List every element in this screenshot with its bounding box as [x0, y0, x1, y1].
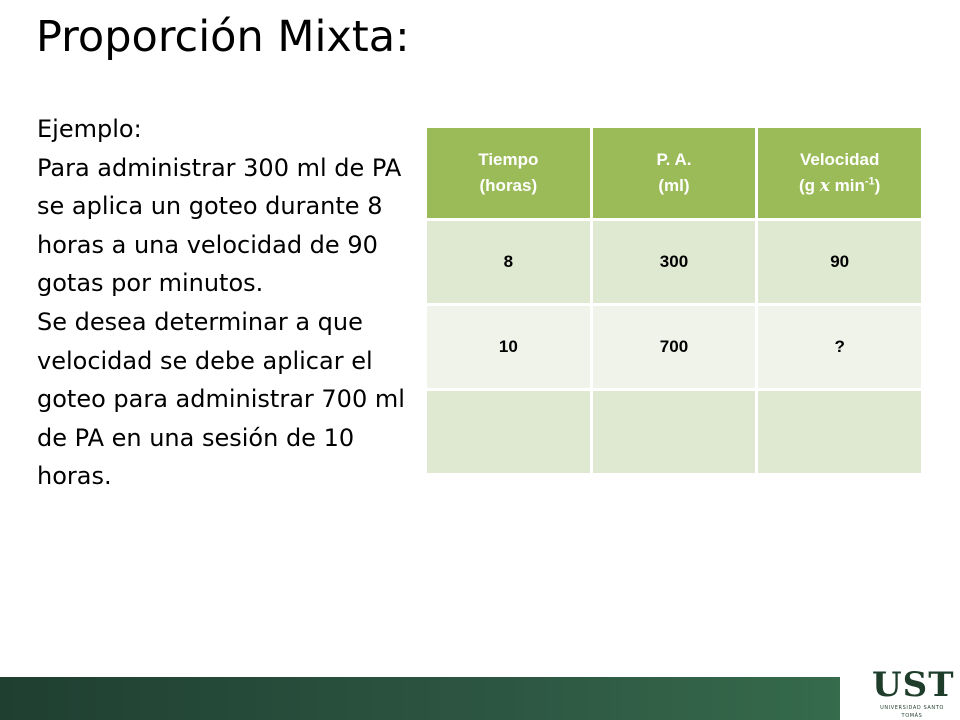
proportion-table: [424, 125, 924, 476]
table-row: [426, 390, 923, 475]
slide-body: [37, 110, 427, 496]
problem-statement: Para administrar 300 ml de PA se aplica un goteo durante 8 horas a una velocidad de 90 gotas por minutos.: [37, 153, 402, 298]
university-logo: [872, 665, 955, 720]
table-cell-highlight: 10: [426, 305, 592, 390]
footer-bar: [0, 677, 840, 720]
table-cell-unknown: ?: [757, 305, 923, 390]
problem-question: Se desea determinar a que velocidad se debe aplicar el goteo para administrar 700 ml de PA en una sesión de 10 horas.: [37, 307, 405, 491]
header-pa: P. A. (ml): [591, 127, 757, 220]
table-cell: 90: [757, 220, 923, 305]
logo-text: UST: [872, 665, 955, 705]
header-tiempo: Tiempo (horas): [426, 127, 592, 220]
table-row: [426, 305, 923, 390]
table-cell: 8: [426, 220, 592, 305]
table-row: [426, 220, 923, 305]
table-cell-empty: [757, 390, 923, 475]
logo-subtext: UNIVERSIDAD SANTO TOMÁS: [880, 705, 944, 719]
table-cell: 300: [591, 220, 757, 305]
example-label: Ejemplo:: [37, 115, 142, 143]
header-velocidad: Velocidad (g x $\min^{-1}$): [757, 127, 923, 220]
table-cell-empty: [426, 390, 592, 475]
slide-title: Proporción Mixta:: [36, 12, 410, 62]
table-cell-empty: [591, 390, 757, 475]
table-cell-highlight: 700: [591, 305, 757, 390]
table-header-row: [426, 127, 923, 220]
